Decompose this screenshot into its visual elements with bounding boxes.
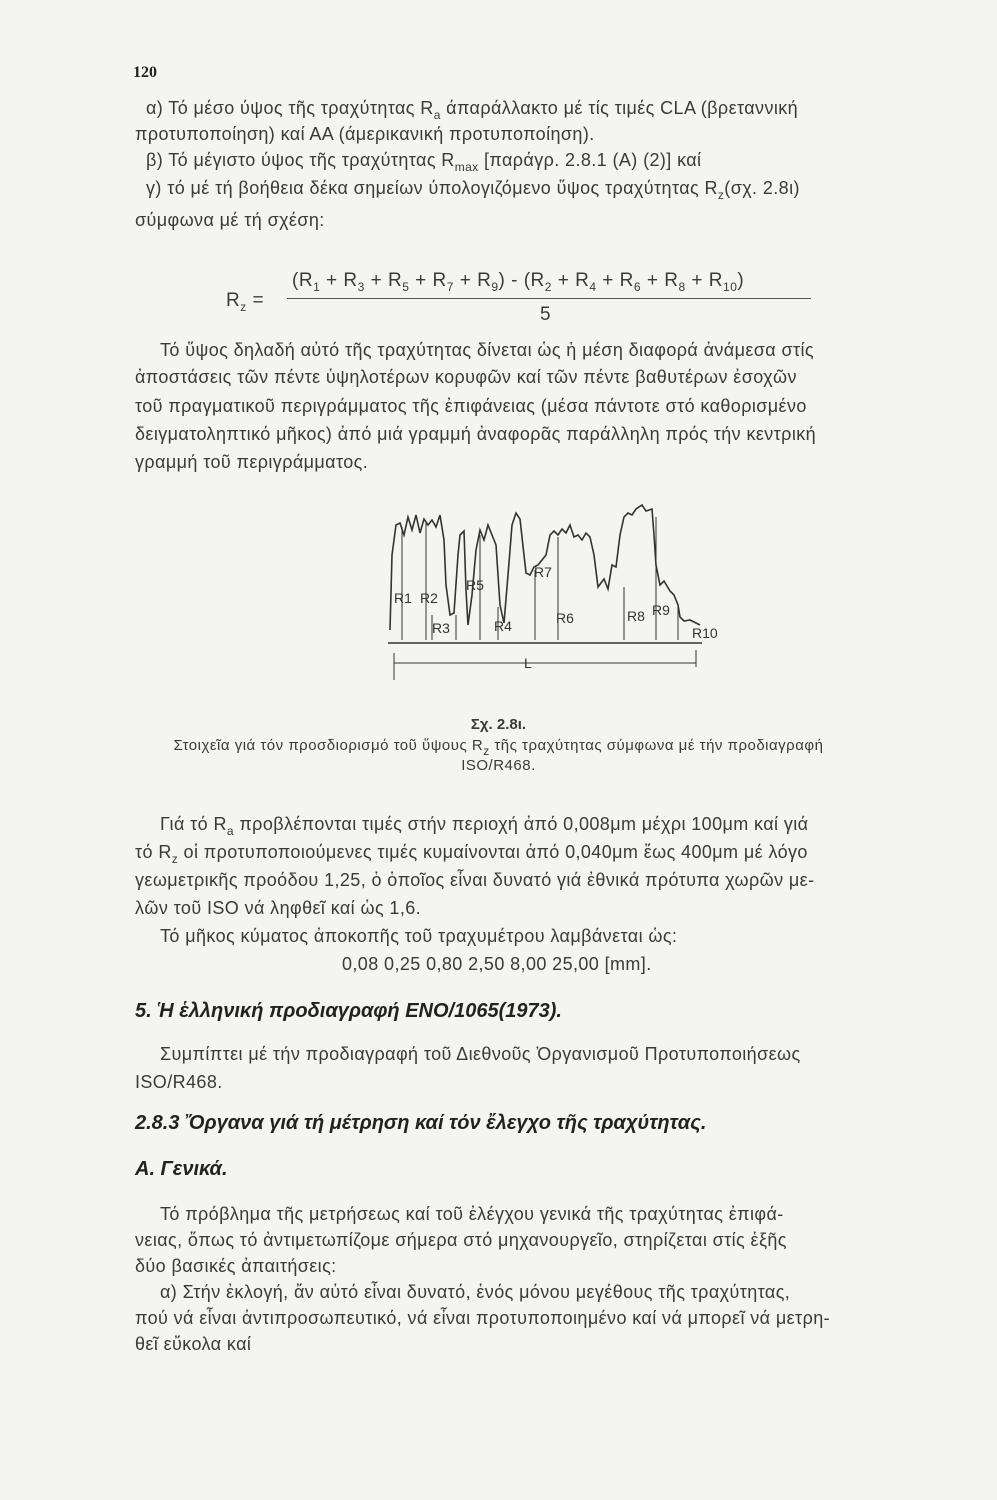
paragraph-line: Γιά τό $R_a$ προβλέπονται τιμές στήν περιοχή ἀπό 0,008μm μέχρι 100μm καί γιά xyxy=(160,814,809,838)
paragraph-line: δύο βασικές ἀπαιτήσεις: xyxy=(135,1256,337,1276)
paragraph-line: σύμφωνα μέ τή σχέση: xyxy=(135,210,325,230)
roughness-profile-figure xyxy=(380,495,740,695)
paragraph-line: γραμμή τοῦ περιγράμματος. xyxy=(135,452,369,472)
paragraph-line: λῶν τοῦ ISO νά ληφθεῖ καί ὡς 1,6. xyxy=(135,898,422,918)
fraction-bar xyxy=(287,298,811,299)
paragraph-line: Συμπίπτει μέ τήν προδιαγραφή τοῦ Διεθνοῦς Ὀργανισμοῦ Προτυποποιήσεως xyxy=(160,1044,801,1064)
label-r2: R2 xyxy=(420,590,438,606)
label-r6: R6 xyxy=(556,610,574,626)
paragraph-line: β) Τό μέγιστο ύψος τῆς τραχύτητας $R_{max}$ [παράγρ. 2.8.1 (Α) (2)] καί xyxy=(146,150,702,174)
paragraph-line: Τό μῆκος κύματος ἀποκοπῆς τοῦ τραχυμέτρου λαμβάνεται ὡς: xyxy=(160,926,678,946)
paragraph-line: α) Στήν ἐκλογή, ἄν αὐτό εἶναι δυνατό, ἑνός μόνου μεγέθους τῆς τραχύτητας, xyxy=(160,1282,791,1302)
label-r10: R10 xyxy=(692,625,718,641)
label-r5: R5 xyxy=(466,577,484,593)
label-l: L xyxy=(524,655,532,671)
paragraph-line: Τό ὕψος δηλαδή αὐτό τῆς τραχύτητας δίνεται ὡς ἡ μέση διαφορά ἀνάμεσα στίς xyxy=(160,340,814,360)
formula-lhs: $R_z$ = xyxy=(226,290,265,314)
paragraph-line: τό $R_z$ οἱ προτυποποιούμενες τιμές κυμαίνονται ἀπό 0,040μm ἕως 400μm μέ λόγο xyxy=(135,842,808,866)
figure-caption: ISO/R468. xyxy=(461,757,536,774)
paragraph-line: θεῖ εὔκολα καί xyxy=(135,1334,252,1354)
label-r3: R3 xyxy=(432,620,450,636)
cutoff-values: 0,08 0,25 0,80 2,50 8,00 25,00 [mm]. xyxy=(342,954,652,974)
label-r8: R8 xyxy=(627,608,645,624)
paragraph-line: Τό πρόβλημα τῆς μετρήσεως καί τοῦ ἐλέγχου γενικά τῆς τραχύτητας ἐπιφά- xyxy=(160,1204,784,1224)
paragraph-line: ἀποστάσεις τῶν πέντε ὑψηλοτέρων κορυφῶν καί τῶν πέντε βαθυτέρων ἐσοχῶν xyxy=(135,367,797,387)
paragraph-line: ISO/R468. xyxy=(135,1072,223,1092)
page-number: 120 xyxy=(133,64,157,81)
paragraph-line: γ) τό μέ τή βοήθεια δέκα σημείων ύπολογιζόμενο ὕψος τραχύτητας $R_z(\sigma\chi$. 2.8ι) xyxy=(146,178,800,202)
section-heading: 5. Ἡ ἑλληνική προδιαγραφή ΕΝΟ/1065(1973). xyxy=(135,1000,562,1022)
label-r9: R9 xyxy=(652,602,670,618)
paragraph-line: δειγματοληπτικό μῆκος) ἀπό μιά γραμμή ἀναφορᾶς παράλληλη πρός τήν κεντρική xyxy=(135,424,817,444)
label-r1: R1 xyxy=(394,590,412,606)
figure-caption: Στοιχεῖα γιά τόν προσδιορισμό τοῦ ὕψους $R_z$ τῆς τραχύτητας σύμφωνα μέ τήν προδιαγραφή xyxy=(173,737,824,758)
figure-title: Σχ. 2.8ι. xyxy=(470,716,527,733)
section-heading: 2.8.3 Ὄργανα γιά τή μέτρηση καί τόν ἔλεγχο τῆς τραχύτητας. xyxy=(135,1112,707,1134)
label-r7: R7 xyxy=(534,564,552,580)
paragraph-line: γεωμετρικῆς προόδου 1,25, ὁ ὁποῖος εἶναι δυνατό γιά ἐθνικά πρότυπα χωρῶν με- xyxy=(135,870,815,890)
formula-numerator: $(R_1 + R_3 + R_5 + R_7 + R_9) - (R_2 + R_4 + R_6 + R_8 + R_{10})$ xyxy=(292,270,745,294)
paragraph-line: προτυποποίηση) καί ΑΑ (άμερικανική προτυποποίηση). xyxy=(135,124,595,144)
paragraph-line: τοῦ πραγματικοῦ περιγράμματος τῆς ἐπιφάνειας (μέσα πάντοτε στό καθορισμένο xyxy=(135,396,807,416)
paragraph-line: α) Τό μέσο ύψος τῆς τραχύτητας $R_a$ άπαράλλακτο μέ τίς τιμές CLA (βρεταννική xyxy=(146,98,799,122)
subsection-heading: Α. Γενικά. xyxy=(135,1158,228,1180)
paragraph-line: νειας, ὅπως τό ἀντιμετωπίζομε σήμερα στό μηχανουργεῖο, στηρίζεται στίς ἑξῆς xyxy=(135,1230,787,1250)
formula-denominator: 5 xyxy=(540,304,552,325)
paragraph-line: πού νά εἶναι ἀντιπροσωπευτικό, νά εἶναι προτυποποιημένο καί νά μπορεῖ νά μετρη- xyxy=(135,1308,831,1328)
label-r4: R4 xyxy=(494,618,512,634)
